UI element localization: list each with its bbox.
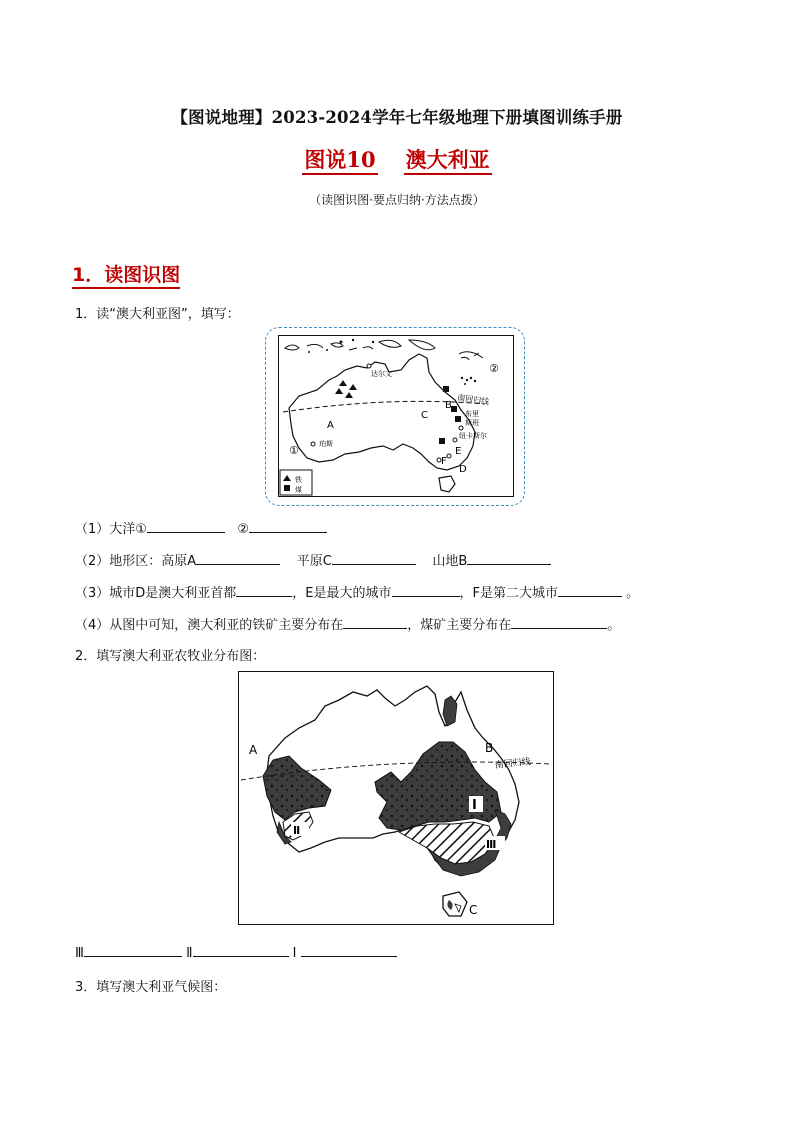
section-heading-text: 1．读图识图: [72, 264, 180, 289]
q1-item-3-text-c: ，F是第二大城市: [459, 586, 558, 601]
answer-blank-coal-region[interactable]: [511, 616, 607, 629]
island-shape: [379, 340, 401, 347]
australia-map: [278, 335, 514, 497]
island-shape: [409, 340, 435, 350]
coal-square-icon: [455, 416, 461, 422]
tropic-label-2: 南回归线: [494, 757, 532, 771]
brisbane-dot: [459, 426, 463, 430]
darwin-dot: [367, 364, 371, 368]
q1-item-3-text-d: 。: [626, 586, 640, 601]
brisbane-label-2: 斯班: [465, 419, 479, 427]
brisbane-label-1: 布里: [465, 410, 479, 418]
q1-item-3-text: （3）城市D是澳大利亚首都: [75, 586, 237, 601]
ocean-1-marker: ①: [289, 444, 299, 457]
australia-map-svg: [279, 336, 513, 496]
island-shape: [349, 348, 357, 350]
agriculture-map: [238, 671, 554, 925]
perth-label: 珀斯: [319, 440, 333, 448]
q1-item-1-text: （1）大洋①: [75, 522, 147, 537]
island-shape: [331, 343, 343, 347]
coal-square-icon: [451, 406, 457, 412]
question-3-prompt: 3．填写澳大利亚气候图：: [75, 980, 227, 995]
answer-blank-iii[interactable]: [84, 944, 182, 957]
question-1-prompt: 1．读“澳大利亚图”，填写：: [75, 307, 240, 322]
section-heading: [72, 260, 180, 287]
legend-coal-icon: [284, 485, 290, 491]
q1-item-2-text-b: 平原C: [296, 554, 332, 569]
map2-letter-b: B: [485, 741, 494, 755]
answer-blank-ocean-1[interactable]: [147, 520, 225, 533]
island-shape: [307, 344, 323, 348]
map1-letter-a: A: [327, 420, 334, 431]
agriculture-map-svg: [239, 672, 553, 924]
answer-blank-ocean-2[interactable]: [249, 520, 327, 533]
city-d-dot: [447, 454, 451, 458]
answer-blank-ii[interactable]: [193, 944, 289, 957]
north-tip-region: [443, 696, 457, 726]
map1-letter-e: E: [455, 446, 462, 457]
chapter-name: 澳大利亚: [404, 147, 492, 175]
coal-square-icon: [439, 438, 445, 444]
map2-label-i: Ⅰ: [472, 798, 477, 813]
iron-deposits: [335, 380, 357, 398]
map1-letter-b: B: [445, 400, 452, 411]
question-2-prompt: 2．填写澳大利亚农牧业分布图：: [75, 649, 266, 664]
q2-answer-iii-label: Ⅲ: [75, 946, 84, 961]
perth-dot: [311, 442, 315, 446]
iron-triangle-icon: [335, 388, 343, 394]
q1-item-2-text: （2）地形区：高原A: [75, 554, 197, 569]
iron-triangle-icon: [339, 380, 347, 386]
answer-blank-capital[interactable]: [236, 584, 292, 597]
newcastle-dot: [453, 438, 457, 442]
map2-label-iii: Ⅲ: [486, 838, 497, 851]
q2-answer-ii-label: Ⅱ: [186, 946, 193, 961]
q1-item-2-text-c: 山地B: [432, 554, 468, 569]
answer-blank-plateau[interactable]: [196, 552, 280, 565]
tropic-label: 南回归线: [456, 393, 490, 407]
island-shape: [363, 347, 373, 349]
chapter-number: 图说10: [302, 147, 377, 175]
document-title: 【图说地理】2023-2024学年七年级地理下册填图训练手册: [171, 108, 623, 127]
map2-letter-a: A: [249, 743, 258, 757]
map1-letter-c: C: [421, 410, 428, 421]
island-shape: [285, 345, 299, 350]
q1-item-1: [75, 518, 327, 537]
legend-coal-label: 煤: [295, 486, 302, 494]
q1-item-2: [75, 550, 551, 569]
answer-blank-largest-city[interactable]: [392, 584, 460, 597]
coal-square-icon: [443, 386, 449, 392]
tasmania-outline: [439, 476, 455, 492]
iron-triangle-icon: [349, 384, 357, 390]
q1-item-1-text-b: ②: [237, 522, 249, 537]
q1-item-3: [75, 582, 639, 601]
q1-item-4-text-b: ，煤矿主要分布在: [407, 618, 512, 633]
map2-label-ii: Ⅱ: [293, 824, 301, 837]
island-shape: [461, 357, 469, 360]
q1-item-4-text-c: 。: [607, 618, 621, 633]
answer-blank-second-city[interactable]: [558, 584, 622, 597]
q1-item-3-text-b: ，E是最大的城市: [292, 586, 392, 601]
ocean-2-marker: ②: [489, 362, 499, 375]
q2-answer-i-label: Ⅰ: [292, 946, 297, 961]
chapter-tagline: （读图识图·要点归纳·方法点拨）: [309, 193, 485, 207]
chapter-title: [0, 144, 794, 174]
darwin-label: 达尔文: [371, 370, 392, 378]
legend-iron-label: 铁: [295, 476, 302, 484]
q1-item-4: [75, 614, 620, 633]
newcastle-label: 纽卡斯尔: [459, 432, 487, 440]
map1-letter-f: F: [441, 456, 447, 467]
q2-answers: [75, 944, 397, 961]
answer-blank-i[interactable]: [301, 944, 397, 957]
answer-blank-mountain[interactable]: [467, 552, 551, 565]
iron-triangle-icon: [345, 392, 353, 398]
q1-item-4-text: （4）从图中可知，澳大利亚的铁矿主要分布在: [75, 618, 344, 633]
map1-letter-d: D: [459, 464, 467, 475]
map2-letter-c: C: [469, 903, 478, 917]
answer-blank-iron-region[interactable]: [343, 616, 407, 629]
answer-blank-plain[interactable]: [332, 552, 416, 565]
